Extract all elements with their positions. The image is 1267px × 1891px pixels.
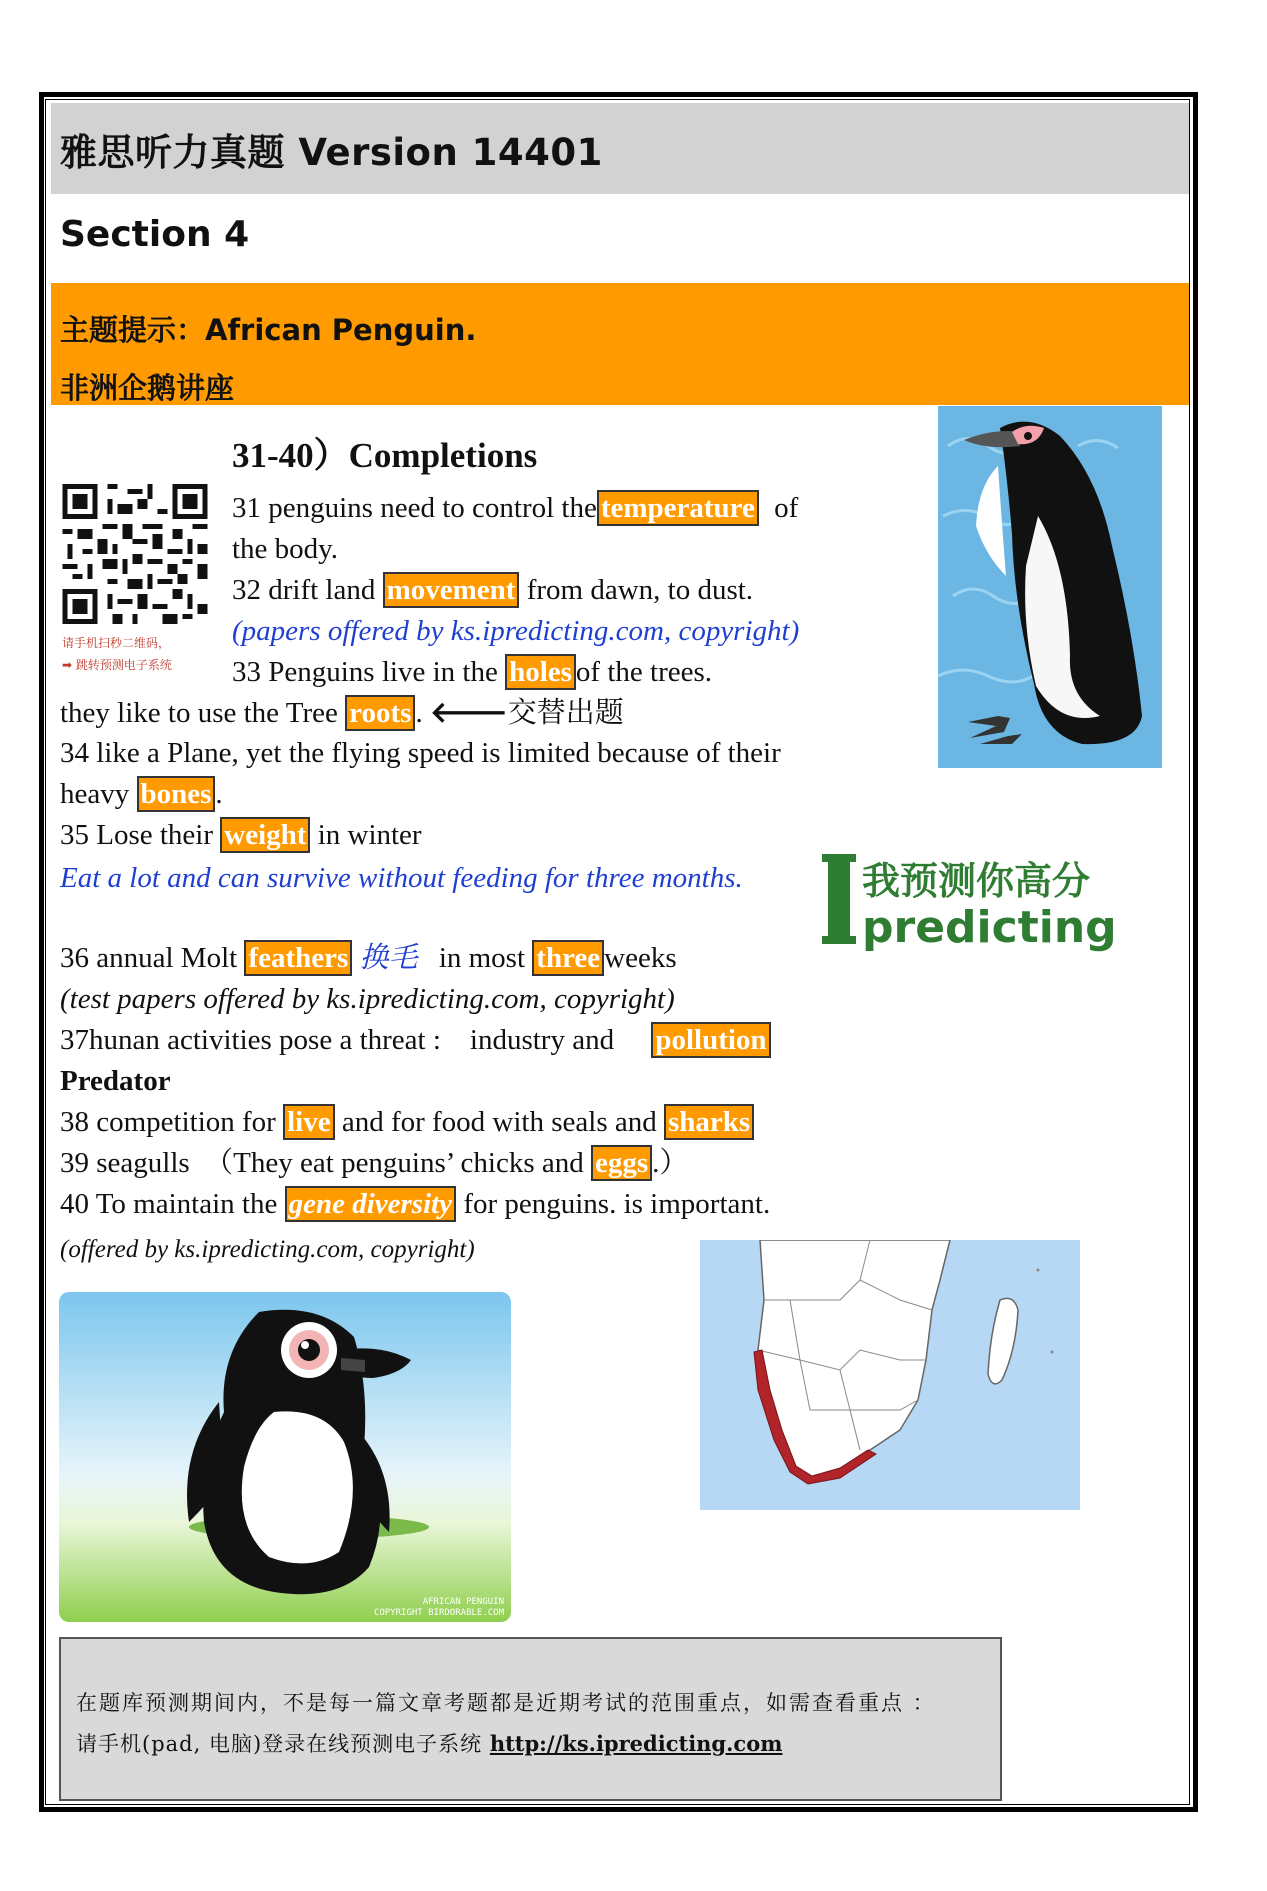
q36-text: 36 annual Molt [60, 942, 238, 974]
q37-answer: pollution [651, 1022, 770, 1058]
q39-line [60, 1145, 688, 1181]
q35-line [60, 817, 422, 853]
q37-line [60, 1022, 771, 1058]
q34-text: heavy [60, 778, 130, 810]
copyright-note-3: (offered by ks.ipredicting.com, copyright) [60, 1236, 475, 1263]
q40-text: 40 To maintain the [60, 1188, 278, 1220]
q31-line2: the body. [232, 533, 339, 565]
system-link[interactable]: http://ks.ipredicting.com [489, 1731, 783, 1756]
q38-answer-2: sharks [664, 1104, 754, 1140]
q31-text: 31 penguins need to control the [232, 492, 597, 524]
q36-answer-2: three [532, 940, 604, 976]
q40-line [60, 1186, 770, 1222]
qr-caption-text: 跳转预测电子系统 [75, 658, 172, 672]
topic-subtitle: 非洲企鹅讲座 [60, 371, 235, 405]
card-caption-1: AFRICAN PENGUIN [422, 1597, 504, 1607]
q36-answer: feathers [244, 940, 352, 976]
q38-answer: live [283, 1104, 335, 1140]
q33-alt-text: they like to use the Tree [60, 697, 338, 729]
q36-text-end: weeks [604, 942, 677, 974]
arrow-left-icon: 🡐 [429, 697, 508, 729]
q35-note: Eat a lot and can survive without feeding for three months. [60, 862, 743, 894]
q35-answer: weight [220, 817, 310, 853]
q33-alt-answer: roots [345, 695, 415, 731]
logo-chinese: 我预测你高分 [862, 858, 1091, 903]
q35-text: 35 Lose their [60, 819, 214, 851]
notice-line-2 [76, 1728, 782, 1758]
copyright-note-2: (test papers offered by ks.ipredicting.com, copyright) [60, 983, 675, 1015]
section-title: Section 4 [60, 214, 250, 255]
topic-hint: 主题提示：African Penguin. [60, 313, 477, 347]
q37-text: 37hunan activities pose a threat : industry and [60, 1024, 615, 1056]
q36-line [60, 940, 677, 976]
q33-alt-dot: . [415, 697, 423, 729]
q39-text: 39 seagulls （They eat penguins’ chicks and [60, 1147, 584, 1179]
q31-line [232, 490, 798, 526]
ipredicting-logo-icon [822, 848, 1128, 953]
q39-answer: eggs [591, 1145, 652, 1181]
q35-text-end: in winter [317, 819, 422, 851]
q33-answer: holes [505, 654, 576, 690]
q33-text-end: of the trees. [575, 656, 713, 688]
q38-text: 38 competition for [60, 1106, 276, 1138]
q31-answer: temperature [597, 490, 759, 526]
q32-text: 32 drift land [232, 574, 376, 606]
task-title: 31-40）Completions [232, 436, 538, 475]
q39-text-end: .） [652, 1147, 689, 1179]
ipredicting-logo [822, 848, 1128, 953]
q33-alt-note: 交替出题 [507, 697, 624, 729]
african-penguin-cartoon [59, 1292, 511, 1622]
q32-answer: movement [383, 572, 520, 608]
q33-line [232, 654, 712, 690]
q32-text-end: from dawn, to dust. [526, 574, 754, 606]
q32-line [232, 572, 753, 608]
q33-alt-line [60, 695, 624, 731]
penguin-water-image [938, 406, 1162, 768]
page-title: 雅思听力真题 Version 14401 [60, 131, 603, 174]
q40-text-end: for penguins. is important. [463, 1188, 771, 1220]
q36-chinese: 换毛 [359, 942, 418, 974]
q38-line [60, 1104, 754, 1140]
q38-text-mid: and for food with seals and [341, 1106, 657, 1138]
qr-code-icon[interactable] [62, 484, 208, 624]
qr-caption-line2 [62, 654, 222, 676]
q34-line2 [60, 776, 223, 812]
card-caption-2: COPYRIGHT BIRDORABLE.COM [373, 1608, 504, 1618]
q36-text-mid: in most [438, 942, 526, 974]
logo-english: predicting [862, 902, 1117, 953]
penguin-cartoon-icon [59, 1292, 511, 1622]
q31-text-end: of [774, 492, 799, 524]
q34-answer: bones [137, 776, 216, 812]
q33-text: 33 Penguins live in the [232, 656, 498, 688]
arrow-right-icon: ➡ [62, 658, 76, 672]
notice-line-1: 在题库预测期间内，不是每一篇文章考题都是近期考试的范围重点，如需查看重点 ： [76, 1691, 936, 1715]
notice-text: 请手机(pad, 电脑)登录在线预测电子系统 [76, 1732, 490, 1756]
africa-range-map [700, 1240, 1080, 1510]
q34-dot: . [215, 778, 223, 810]
q40-answer: gene diversity [285, 1186, 456, 1222]
copyright-note-1: (papers offered by ks.ipredicting.com, copyright) [232, 615, 800, 647]
predator-heading: Predator [60, 1065, 171, 1097]
notice-box [59, 1637, 1002, 1801]
q34-line: 34 like a Plane, yet the flying speed is limited because of their [60, 737, 781, 769]
qr-caption [62, 632, 222, 676]
qr-caption-line1: 请手机扫秒二维码， [62, 636, 171, 650]
